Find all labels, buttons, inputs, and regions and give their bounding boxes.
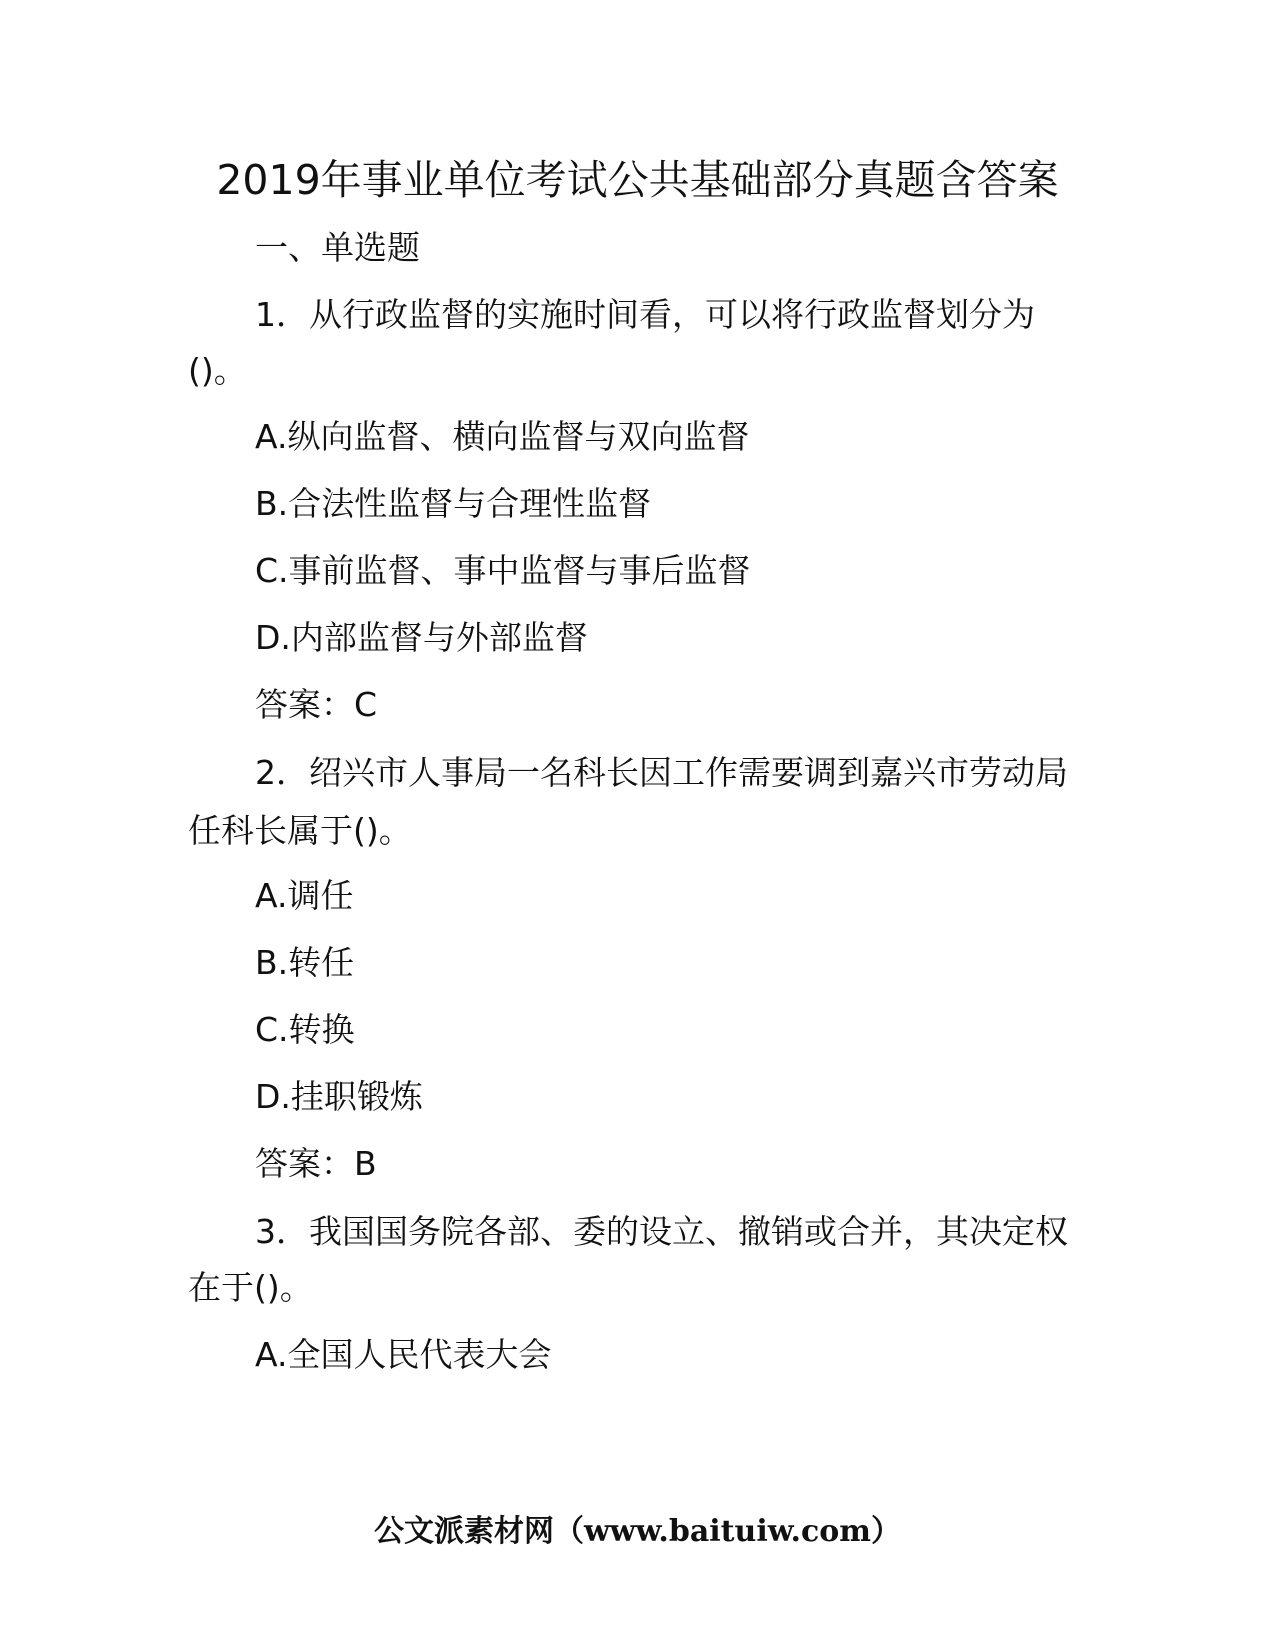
question-2-option-d: D.挂职锻炼 <box>255 1077 423 1116</box>
question-2-option-a: A.调任 <box>255 876 354 915</box>
section-heading: 一、单选题 <box>255 228 420 267</box>
question-2-answer: 答案：B <box>255 1144 377 1183</box>
question-1-stem-line2: ()。 <box>188 351 247 390</box>
question-2-option-c: C.转换 <box>255 1010 355 1049</box>
question-1-answer: 答案：C <box>255 685 378 724</box>
question-1-option-a: A.纵向监督、横向监督与双向监督 <box>255 417 750 456</box>
question-1-option-d: D.内部监督与外部监督 <box>255 618 588 657</box>
question-2-stem-line2: 任科长属于()。 <box>188 811 412 850</box>
question-2-option-b: B.转任 <box>255 943 355 982</box>
question-1-stem-line1: 1．从行政监督的实施时间看，可以将行政监督划分为 <box>255 295 1035 334</box>
document-title: 2019年事业单位考试公共基础部分真题含答案 <box>216 156 1059 204</box>
question-1-option-b: B.合法性监督与合理性监督 <box>255 484 652 523</box>
question-2-stem-line1: 2．绍兴市人事局一名科长因工作需要调到嘉兴市劳动局 <box>255 753 1068 792</box>
question-1-option-c: C.事前监督、事中监督与事后监督 <box>255 551 751 590</box>
question-3-stem-line2: 在于()。 <box>188 1268 313 1307</box>
question-3-option-a: A.全国人民代表大会 <box>255 1335 552 1374</box>
footer-watermark: 公文派素材网（www.baituiw.com） <box>373 1514 902 1549</box>
question-3-stem-line1: 3．我国国务院各部、委的设立、撤销或合并，其决定权 <box>255 1212 1068 1251</box>
